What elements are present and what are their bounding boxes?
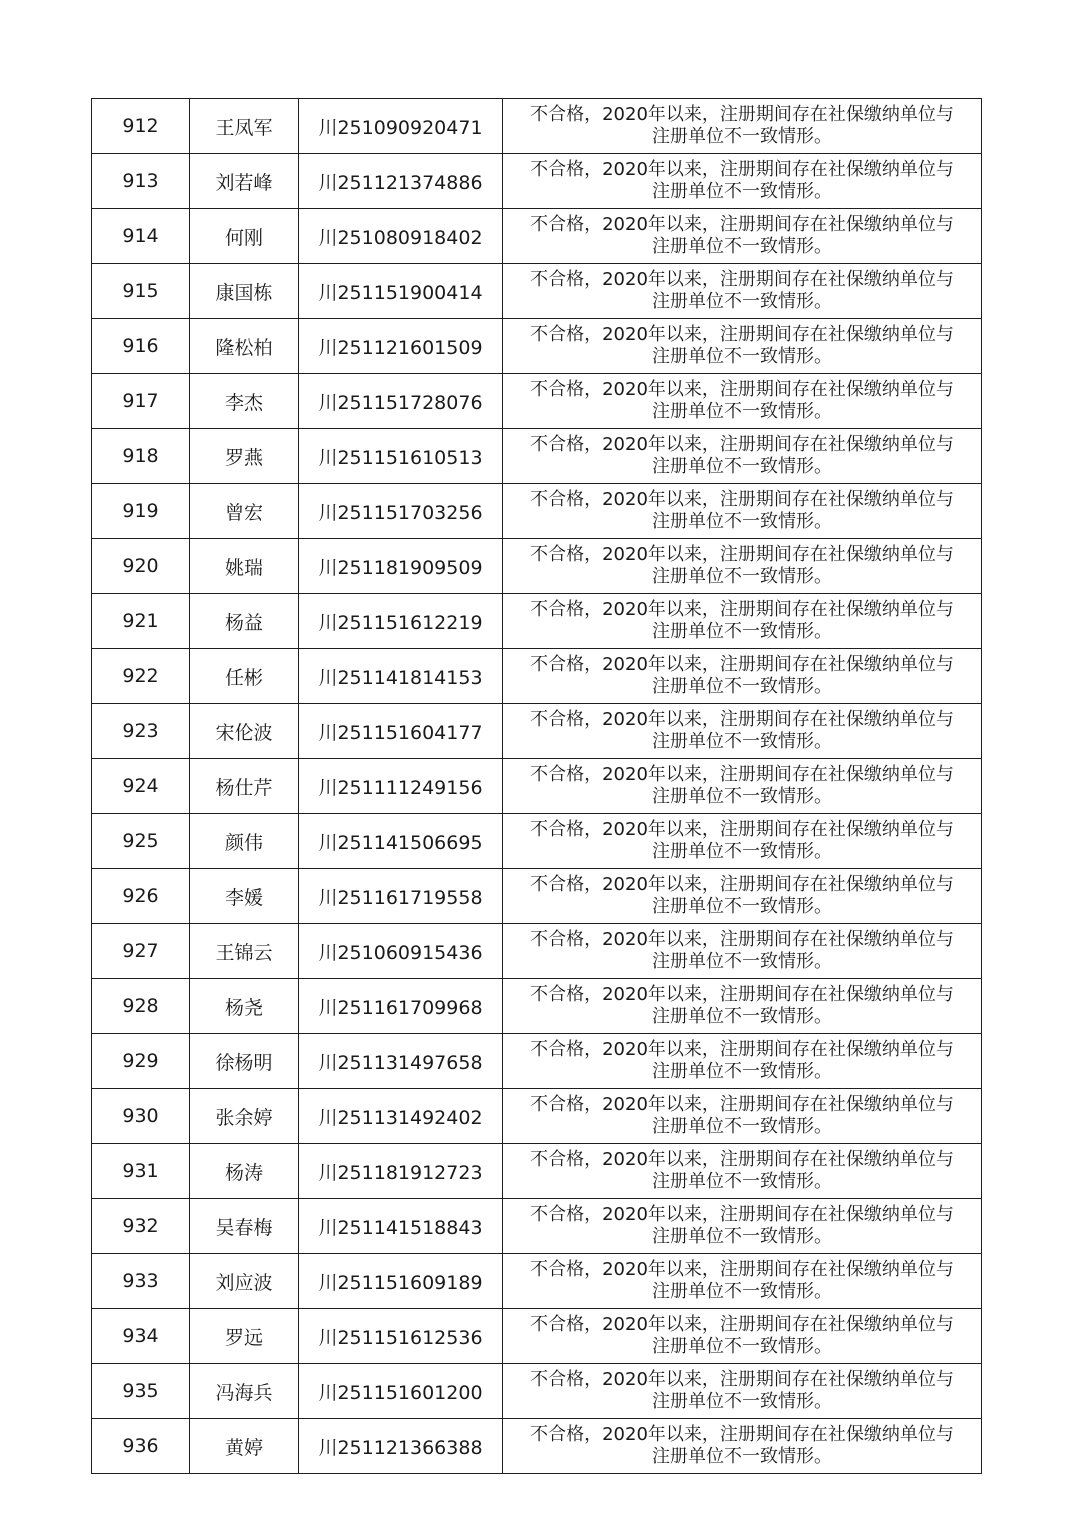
result-cell — [503, 979, 982, 1034]
result-cell — [503, 539, 982, 594]
person-name-cell: 罗燕 — [190, 429, 299, 484]
person-name-cell: 刘应波 — [190, 1254, 299, 1309]
person-name-cell: 刘若峰 — [190, 154, 299, 209]
person-name-cell: 宋伦波 — [190, 704, 299, 759]
person-name-cell: 徐杨明 — [190, 1034, 299, 1089]
result-cell — [503, 1309, 982, 1364]
certificate-number-cell: 川251151703256 — [299, 484, 503, 539]
result-text-line-1: 不合格，2020年以来，注册期间存在社保缴纳单位与 — [530, 709, 954, 730]
result-cell — [503, 209, 982, 264]
person-name-cell: 吴春梅 — [190, 1199, 299, 1254]
certificate-number-cell: 川251151610513 — [299, 429, 503, 484]
result-text-line-2: 注册单位不一致情形。 — [652, 511, 832, 532]
table-row — [92, 1199, 982, 1254]
result-text-line-2: 注册单位不一致情形。 — [652, 236, 832, 257]
person-name-cell: 李杰 — [190, 374, 299, 429]
certificate-number-cell: 川251121601509 — [299, 319, 503, 374]
result-text-line-1: 不合格，2020年以来，注册期间存在社保缴纳单位与 — [530, 104, 954, 125]
row-number-cell: 914 — [92, 209, 190, 264]
result-text-line-2: 注册单位不一致情形。 — [652, 1116, 832, 1137]
row-number-cell: 925 — [92, 814, 190, 869]
result-text-line-2: 注册单位不一致情形。 — [652, 1391, 832, 1412]
row-number-cell: 934 — [92, 1309, 190, 1364]
table-row — [92, 1254, 982, 1309]
certificate-number-cell: 川251060915436 — [299, 924, 503, 979]
person-name-cell: 杨尧 — [190, 979, 299, 1034]
certificate-number-cell: 川251131497658 — [299, 1034, 503, 1089]
result-text-line-2: 注册单位不一致情形。 — [652, 126, 832, 147]
records-table-body — [92, 99, 982, 1474]
row-number-cell: 929 — [92, 1034, 190, 1089]
result-text-line-1: 不合格，2020年以来，注册期间存在社保缴纳单位与 — [530, 1039, 954, 1060]
table-row — [92, 539, 982, 594]
table-row — [92, 264, 982, 319]
certificate-number-cell: 川251151612219 — [299, 594, 503, 649]
person-name-cell: 黄婷 — [190, 1419, 299, 1474]
result-text-line-1: 不合格，2020年以来，注册期间存在社保缴纳单位与 — [530, 984, 954, 1005]
table-row — [92, 374, 982, 429]
table-row — [92, 429, 982, 484]
person-name-cell: 杨益 — [190, 594, 299, 649]
result-cell — [503, 869, 982, 924]
result-text-line-2: 注册单位不一致情形。 — [652, 346, 832, 367]
result-cell — [503, 429, 982, 484]
row-number-cell: 918 — [92, 429, 190, 484]
result-text-line-2: 注册单位不一致情形。 — [652, 1336, 832, 1357]
result-text-line-2: 注册单位不一致情形。 — [652, 401, 832, 422]
result-cell — [503, 814, 982, 869]
result-cell — [503, 1199, 982, 1254]
table-row — [92, 154, 982, 209]
certificate-number-cell: 川251161719558 — [299, 869, 503, 924]
row-number-cell: 922 — [92, 649, 190, 704]
person-name-cell: 任彬 — [190, 649, 299, 704]
result-text-line-1: 不合格，2020年以来，注册期间存在社保缴纳单位与 — [530, 1259, 954, 1280]
result-cell — [503, 1089, 982, 1144]
result-text-line-2: 注册单位不一致情形。 — [652, 566, 832, 587]
table-row — [92, 704, 982, 759]
result-text-line-2: 注册单位不一致情形。 — [652, 1061, 832, 1082]
row-number-cell: 920 — [92, 539, 190, 594]
certificate-number-cell: 川251141814153 — [299, 649, 503, 704]
row-number-cell: 917 — [92, 374, 190, 429]
result-cell — [503, 1254, 982, 1309]
table-row — [92, 649, 982, 704]
table-row — [92, 814, 982, 869]
certificate-number-cell: 川251151601200 — [299, 1364, 503, 1419]
certificate-number-cell: 川251151900414 — [299, 264, 503, 319]
certificate-number-cell: 川251121366388 — [299, 1419, 503, 1474]
result-text-line-1: 不合格，2020年以来，注册期间存在社保缴纳单位与 — [530, 489, 954, 510]
result-cell — [503, 759, 982, 814]
result-text-line-2: 注册单位不一致情形。 — [652, 1446, 832, 1467]
table-row — [92, 1364, 982, 1419]
row-number-cell: 921 — [92, 594, 190, 649]
result-text-line-2: 注册单位不一致情形。 — [652, 951, 832, 972]
table-row — [92, 1419, 982, 1474]
result-text-line-1: 不合格，2020年以来，注册期间存在社保缴纳单位与 — [530, 819, 954, 840]
result-text-line-1: 不合格，2020年以来，注册期间存在社保缴纳单位与 — [530, 1369, 954, 1390]
result-text-line-1: 不合格，2020年以来，注册期间存在社保缴纳单位与 — [530, 1094, 954, 1115]
person-name-cell: 杨涛 — [190, 1144, 299, 1199]
person-name-cell: 张余婷 — [190, 1089, 299, 1144]
row-number-cell: 930 — [92, 1089, 190, 1144]
result-text-line-2: 注册单位不一致情形。 — [652, 1171, 832, 1192]
result-text-line-1: 不合格，2020年以来，注册期间存在社保缴纳单位与 — [530, 764, 954, 785]
result-cell — [503, 704, 982, 759]
result-cell — [503, 374, 982, 429]
table-row — [92, 869, 982, 924]
table-row — [92, 209, 982, 264]
result-text-line-1: 不合格，2020年以来，注册期间存在社保缴纳单位与 — [530, 654, 954, 675]
result-text-line-1: 不合格，2020年以来，注册期间存在社保缴纳单位与 — [530, 434, 954, 455]
table-row — [92, 1089, 982, 1144]
row-number-cell: 933 — [92, 1254, 190, 1309]
person-name-cell: 王锦云 — [190, 924, 299, 979]
row-number-cell: 926 — [92, 869, 190, 924]
result-text-line-2: 注册单位不一致情形。 — [652, 181, 832, 202]
row-number-cell: 912 — [92, 99, 190, 154]
result-text-line-2: 注册单位不一致情形。 — [652, 1226, 832, 1247]
result-text-line-1: 不合格，2020年以来，注册期间存在社保缴纳单位与 — [530, 874, 954, 895]
table-row — [92, 99, 982, 154]
result-text-line-1: 不合格，2020年以来，注册期间存在社保缴纳单位与 — [530, 324, 954, 345]
result-text-line-2: 注册单位不一致情形。 — [652, 841, 832, 862]
table-row — [92, 1034, 982, 1089]
result-text-line-1: 不合格，2020年以来，注册期间存在社保缴纳单位与 — [530, 269, 954, 290]
certificate-number-cell: 川251151609189 — [299, 1254, 503, 1309]
result-text-line-2: 注册单位不一致情形。 — [652, 291, 832, 312]
table-row — [92, 319, 982, 374]
row-number-cell: 928 — [92, 979, 190, 1034]
row-number-cell: 935 — [92, 1364, 190, 1419]
result-text-line-1: 不合格，2020年以来，注册期间存在社保缴纳单位与 — [530, 599, 954, 620]
certificate-number-cell: 川251151728076 — [299, 374, 503, 429]
person-name-cell: 隆松柏 — [190, 319, 299, 374]
result-cell — [503, 484, 982, 539]
result-text-line-1: 不合格，2020年以来，注册期间存在社保缴纳单位与 — [530, 1149, 954, 1170]
result-cell — [503, 99, 982, 154]
result-text-line-1: 不合格，2020年以来，注册期间存在社保缴纳单位与 — [530, 1204, 954, 1225]
row-number-cell: 924 — [92, 759, 190, 814]
row-number-cell: 931 — [92, 1144, 190, 1199]
table-row — [92, 1309, 982, 1364]
result-cell — [503, 319, 982, 374]
result-text-line-1: 不合格，2020年以来，注册期间存在社保缴纳单位与 — [530, 1314, 954, 1335]
person-name-cell: 曾宏 — [190, 484, 299, 539]
certificate-number-cell: 川251161709968 — [299, 979, 503, 1034]
table-row — [92, 979, 982, 1034]
person-name-cell: 杨仕芹 — [190, 759, 299, 814]
row-number-cell: 915 — [92, 264, 190, 319]
result-cell — [503, 1419, 982, 1474]
person-name-cell: 姚瑞 — [190, 539, 299, 594]
result-cell — [503, 1144, 982, 1199]
row-number-cell: 916 — [92, 319, 190, 374]
certificate-number-cell: 川251080918402 — [299, 209, 503, 264]
row-number-cell: 927 — [92, 924, 190, 979]
result-cell — [503, 594, 982, 649]
person-name-cell: 罗远 — [190, 1309, 299, 1364]
row-number-cell: 936 — [92, 1419, 190, 1474]
certificate-number-cell: 川251181909509 — [299, 539, 503, 594]
person-name-cell: 何刚 — [190, 209, 299, 264]
certificate-number-cell: 川251181912723 — [299, 1144, 503, 1199]
result-text-line-2: 注册单位不一致情形。 — [652, 621, 832, 642]
person-name-cell: 康国栋 — [190, 264, 299, 319]
table-row — [92, 1144, 982, 1199]
result-text-line-2: 注册单位不一致情形。 — [652, 1006, 832, 1027]
person-name-cell: 冯海兵 — [190, 1364, 299, 1419]
result-cell — [503, 1034, 982, 1089]
certificate-number-cell: 川251111249156 — [299, 759, 503, 814]
table-row — [92, 484, 982, 539]
result-cell — [503, 264, 982, 319]
certificate-number-cell: 川251141506695 — [299, 814, 503, 869]
records-sheet — [91, 98, 981, 1474]
result-text-line-1: 不合格，2020年以来，注册期间存在社保缴纳单位与 — [530, 1424, 954, 1445]
result-text-line-1: 不合格，2020年以来，注册期间存在社保缴纳单位与 — [530, 544, 954, 565]
result-cell — [503, 154, 982, 209]
result-cell — [503, 649, 982, 704]
result-text-line-2: 注册单位不一致情形。 — [652, 1281, 832, 1302]
row-number-cell: 919 — [92, 484, 190, 539]
person-name-cell: 李媛 — [190, 869, 299, 924]
row-number-cell: 913 — [92, 154, 190, 209]
result-cell — [503, 1364, 982, 1419]
person-name-cell: 王凤军 — [190, 99, 299, 154]
table-row — [92, 924, 982, 979]
person-name-cell: 颜伟 — [190, 814, 299, 869]
certificate-number-cell: 川251121374886 — [299, 154, 503, 209]
result-text-line-2: 注册单位不一致情形。 — [652, 786, 832, 807]
result-text-line-1: 不合格，2020年以来，注册期间存在社保缴纳单位与 — [530, 379, 954, 400]
result-text-line-1: 不合格，2020年以来，注册期间存在社保缴纳单位与 — [530, 214, 954, 235]
result-text-line-2: 注册单位不一致情形。 — [652, 676, 832, 697]
row-number-cell: 932 — [92, 1199, 190, 1254]
certificate-number-cell: 川251090920471 — [299, 99, 503, 154]
result-text-line-1: 不合格，2020年以来，注册期间存在社保缴纳单位与 — [530, 929, 954, 950]
certificate-number-cell: 川251151612536 — [299, 1309, 503, 1364]
table-row — [92, 594, 982, 649]
result-cell — [503, 924, 982, 979]
certificate-number-cell: 川251141518843 — [299, 1199, 503, 1254]
row-number-cell: 923 — [92, 704, 190, 759]
result-text-line-2: 注册单位不一致情形。 — [652, 731, 832, 752]
result-text-line-1: 不合格，2020年以来，注册期间存在社保缴纳单位与 — [530, 159, 954, 180]
records-table — [91, 98, 982, 1474]
certificate-number-cell: 川251151604177 — [299, 704, 503, 759]
result-text-line-2: 注册单位不一致情形。 — [652, 456, 832, 477]
certificate-number-cell: 川251131492402 — [299, 1089, 503, 1144]
result-text-line-2: 注册单位不一致情形。 — [652, 896, 832, 917]
table-row — [92, 759, 982, 814]
